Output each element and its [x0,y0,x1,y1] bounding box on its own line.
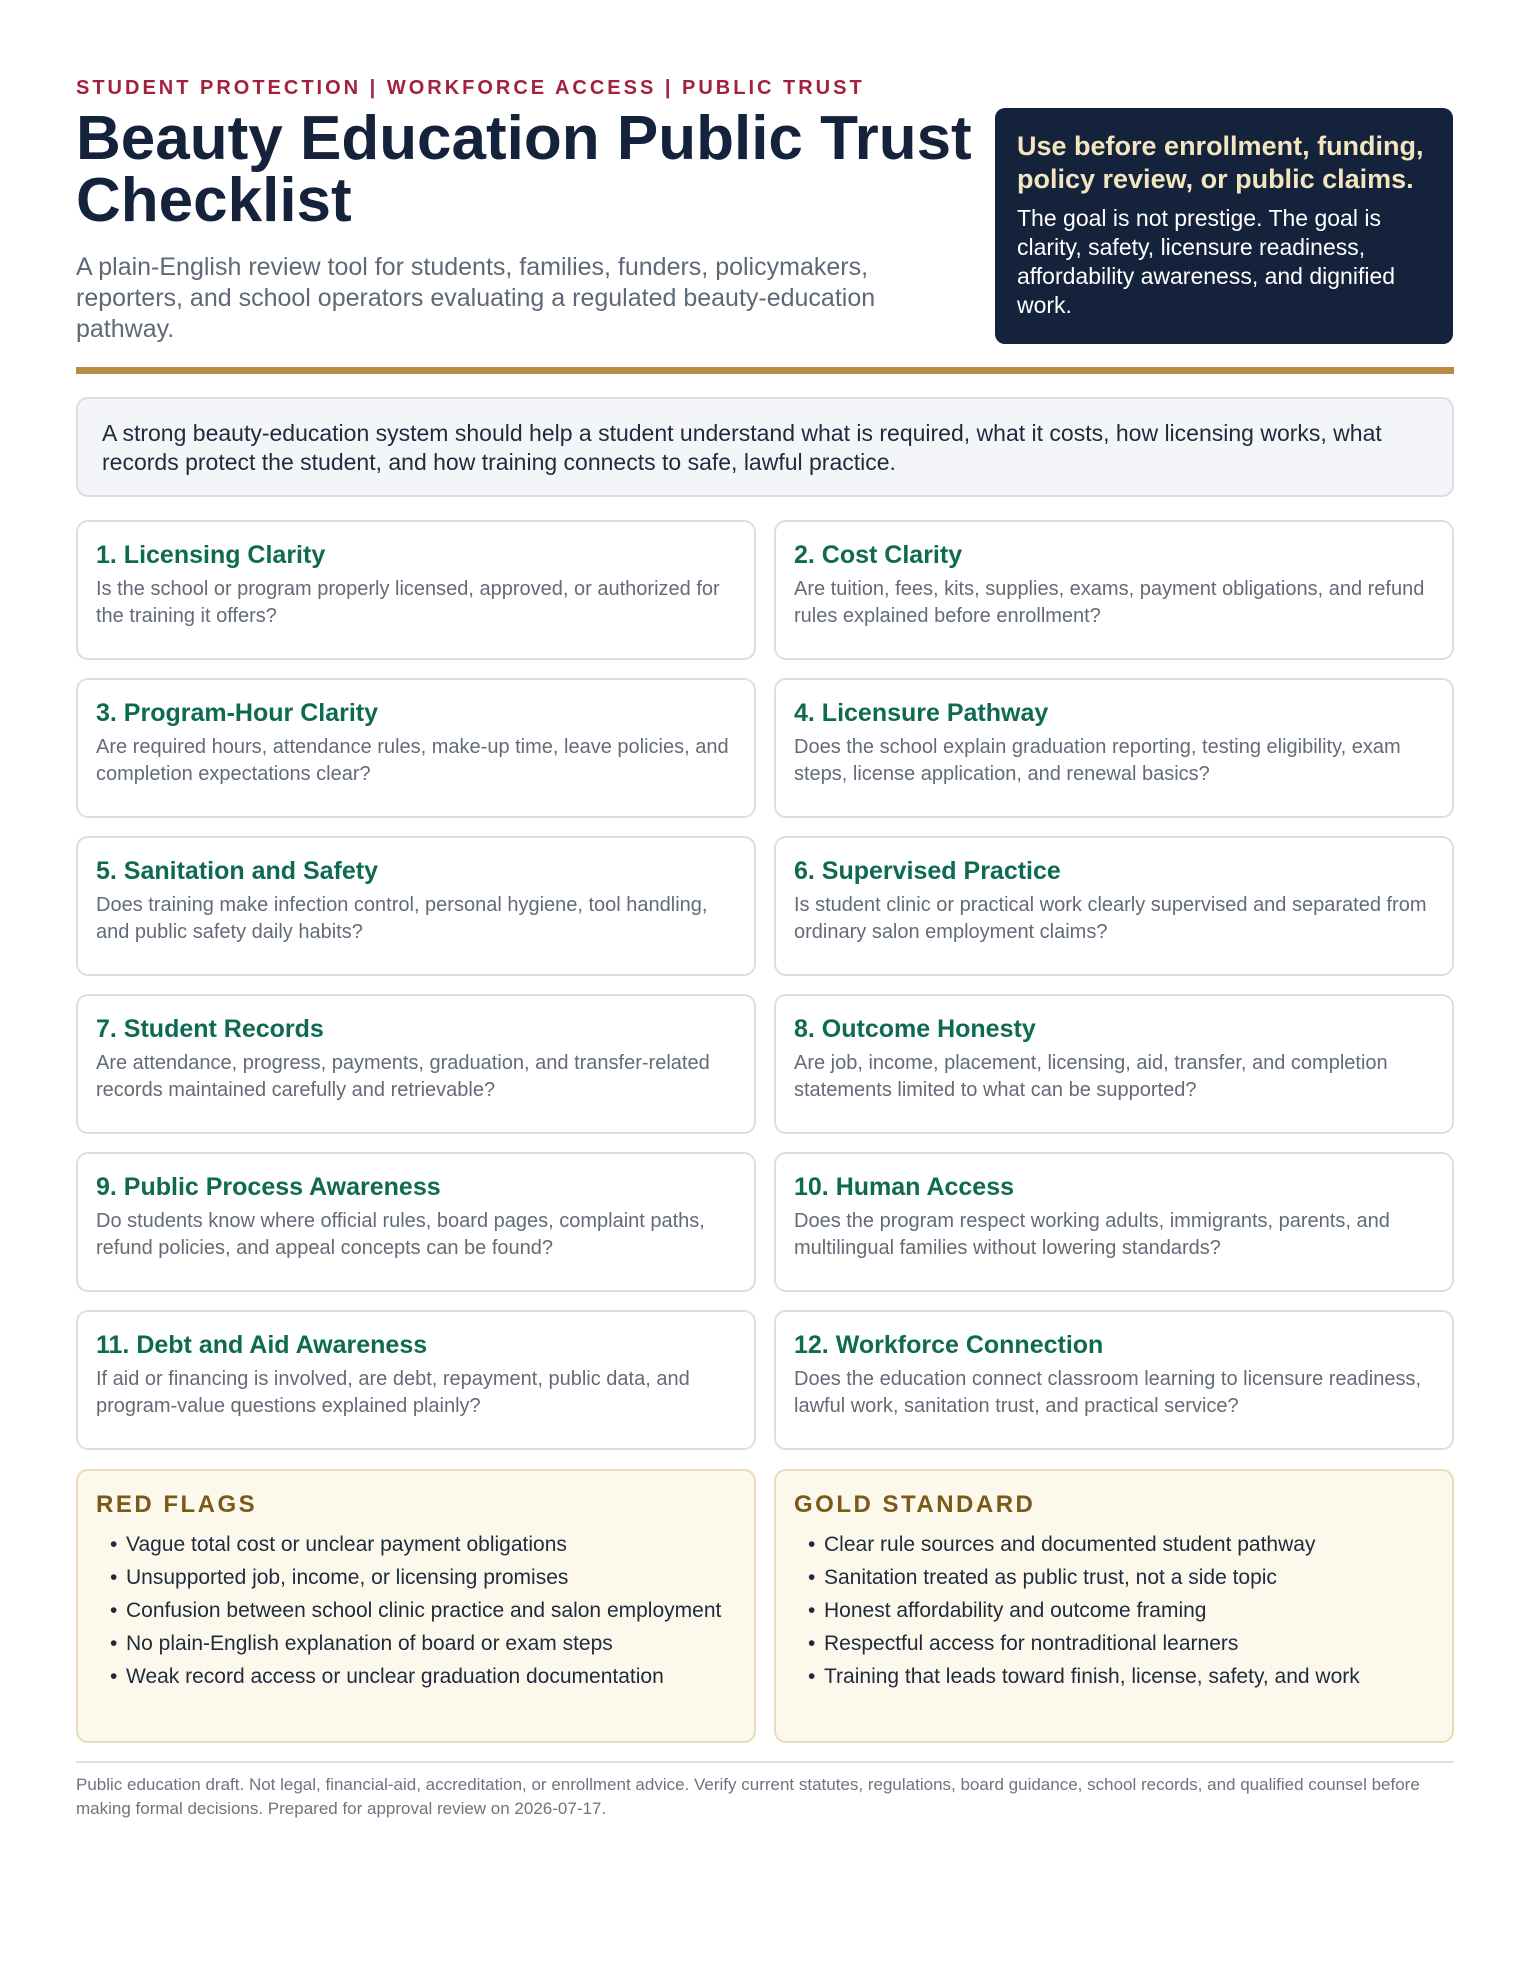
list-item: • Sanitation treated as public trust, not a side topic [808,1564,1434,1592]
footer-divider [76,1761,1454,1763]
card-title: 5. Sanitation and Safety [96,857,379,885]
card-text: Does the program respect working adults, immigrants, parents, and multilingual families without lowering standards? [794,1210,1390,1259]
list-item: • Vague total cost or unclear payment obligations [110,1531,736,1559]
intro-box: A strong beauty-education system should help a student understand what is required, what it costs, how licensing works, what records protect the student, and how training connects to safe, lawful practice. [76,397,1454,497]
page-title: Beauty Education Public Trust Checklist [76,104,972,235]
card-title: 4. Licensure Pathway [794,699,1049,727]
callout-body: The goal is not prestige. The goal is clarity, safety, licensure readiness, affordability awareness, and dignified work. [1017,205,1396,318]
eyebrow-tagline: STUDENT PROTECTION | WORKFORCE ACCESS | PUBLIC TRUST [76,77,865,99]
list-item: • Respectful access for nontraditional learners [808,1630,1434,1658]
checklist-card [774,994,1454,1134]
card-text: Are tuition, fees, kits, supplies, exams, payment obligations, and refund rules explained before enrollment? [794,578,1425,627]
checklist-card [76,836,756,976]
checklist-card [774,520,1454,660]
red-flags-list [96,1531,736,1691]
checklist-card [76,520,756,660]
card-title: 12. Workforce Connection [794,1331,1104,1359]
checklist-card [76,1152,756,1292]
card-text: Does the education connect classroom learning to licensure readiness, lawful work, sanitation trust, and practical service? [794,1368,1422,1417]
checklist-grid [76,520,1454,1450]
card-text: Does training make infection control, personal hygiene, tool handling, and public safety daily habits? [96,894,708,943]
card-title: 9. Public Process Awareness [96,1173,441,1201]
list-item: • Training that leads toward finish, license, safety, and work [808,1663,1434,1691]
checklist-card [76,994,756,1134]
card-text: Does the school explain graduation reporting, testing eligibility, exam steps, license application, and renewal basics? [794,736,1401,785]
card-title: 7. Student Records [96,1015,324,1043]
checklist-card [774,678,1454,818]
list-item: • Honest affordability and outcome framing [808,1597,1434,1625]
checklist-card [76,678,756,818]
card-text: Are required hours, attendance rules, make-up time, leave policies, and completion expectations clear? [96,736,729,785]
checklist-card [774,1152,1454,1292]
gold-standard-title: GOLD STANDARD [794,1491,1036,1518]
card-title: 10. Human Access [794,1173,1015,1201]
gold-standard-list [794,1531,1434,1691]
card-title: 11. Debt and Aid Awareness [96,1331,428,1359]
callout-heading: Use before enrollment, funding, policy review, or public claims. [1017,131,1424,194]
card-text: Is the school or program properly licensed, approved, or authorized for the training it offers? [96,578,720,627]
card-text: Are attendance, progress, payments, graduation, and transfer-related records maintained carefully and retrievable? [96,1052,710,1101]
card-title: 8. Outcome Honesty [794,1015,1036,1043]
list-item: • Clear rule sources and documented student pathway [808,1531,1434,1559]
card-text: If aid or financing is involved, are debt, repayment, public data, and program-value questions explained plainly? [96,1368,690,1417]
card-title: 1. Licensing Clarity [96,541,326,569]
card-text: Are job, income, placement, licensing, aid, transfer, and completion statements limited to what can be supported? [794,1052,1388,1101]
flags-row [76,1469,1454,1743]
card-text: Is student clinic or practical work clearly supervised and separated from ordinary salon employment claims? [794,894,1427,943]
checklist-card [774,1310,1454,1450]
card-text: Do students know where official rules, board pages, complaint paths, refund policies, and appeal concepts can be found? [96,1210,705,1259]
gold-standard-box [774,1469,1454,1743]
header-divider [76,367,1454,374]
page-subtitle: A plain-English review tool for students, families, funders, policymakers, reporters, and school operators evaluating a regulated beauty-education pathway. [76,253,876,343]
card-title: 3. Program-Hour Clarity [96,699,379,727]
red-flags-title: RED FLAGS [96,1491,258,1518]
checklist-card [774,836,1454,976]
red-flags-box [76,1469,756,1743]
usage-callout [995,108,1453,344]
list-item: • Unsupported job, income, or licensing promises [110,1564,736,1592]
footer-disclaimer: Public education draft. Not legal, financial-aid, accreditation, or enrollment advice. Verify current statutes, regulations, board guidance, school records, and qualified counsel before making formal decisions. Prepared for approval review on 2026-07-17. [76,1775,1420,1818]
list-item: • Confusion between school clinic practice and salon employment [110,1597,736,1625]
card-title: 6. Supervised Practice [794,857,1061,885]
list-item: • No plain-English explanation of board or exam steps [110,1630,736,1658]
card-title: 2. Cost Clarity [794,541,963,569]
checklist-card [76,1310,756,1450]
list-item: • Weak record access or unclear graduation documentation [110,1663,736,1691]
